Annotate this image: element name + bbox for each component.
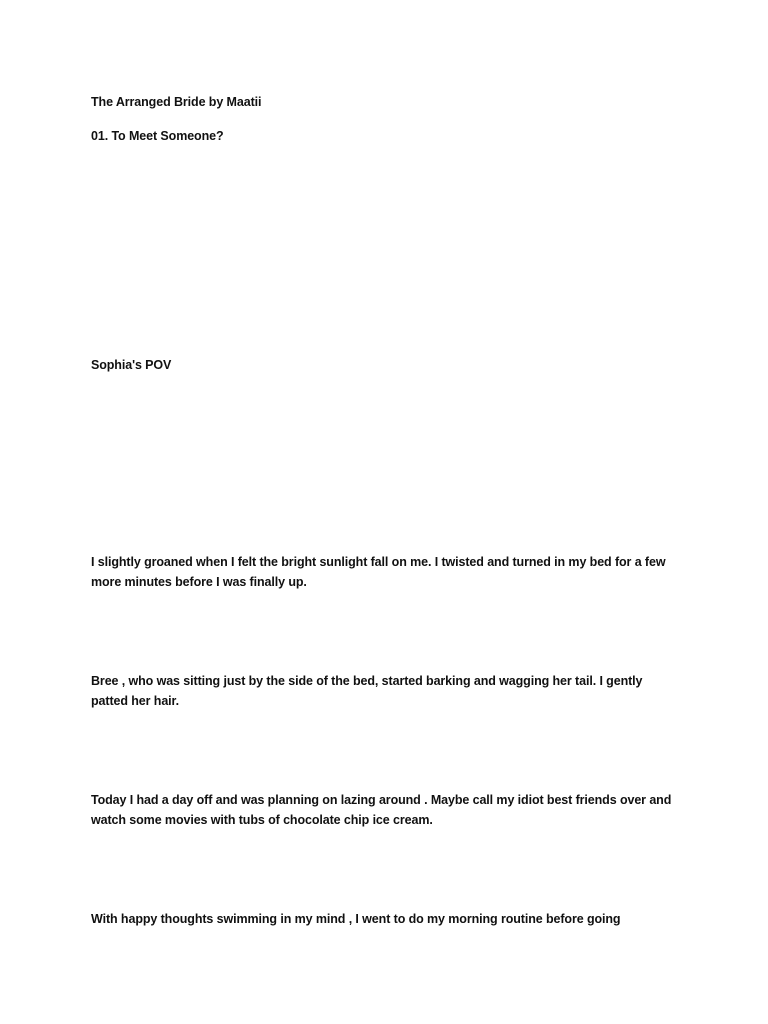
paragraph: With happy thoughts swimming in my mind , I went to do my morning routine before going [91, 912, 621, 926]
paragraph: Today I had a day off and was planning on lazing around . Maybe call my idiot best friends over and watch some movies with tubs of chocolate chip ice cream. [91, 793, 672, 827]
document-title: The Arranged Bride by Maatii [91, 95, 262, 109]
pov-heading: Sophia's POV [91, 358, 172, 372]
paragraph: Bree , who was sitting just by the side of the bed, started barking and wagging her tail. I gently patted her hair. [91, 674, 643, 708]
paragraph: I slightly groaned when I felt the bright sunlight fall on me. I twisted and turned in my bed for a few more minutes before I was finally up. [91, 555, 666, 589]
chapter-heading: 01. To Meet Someone? [91, 129, 224, 143]
